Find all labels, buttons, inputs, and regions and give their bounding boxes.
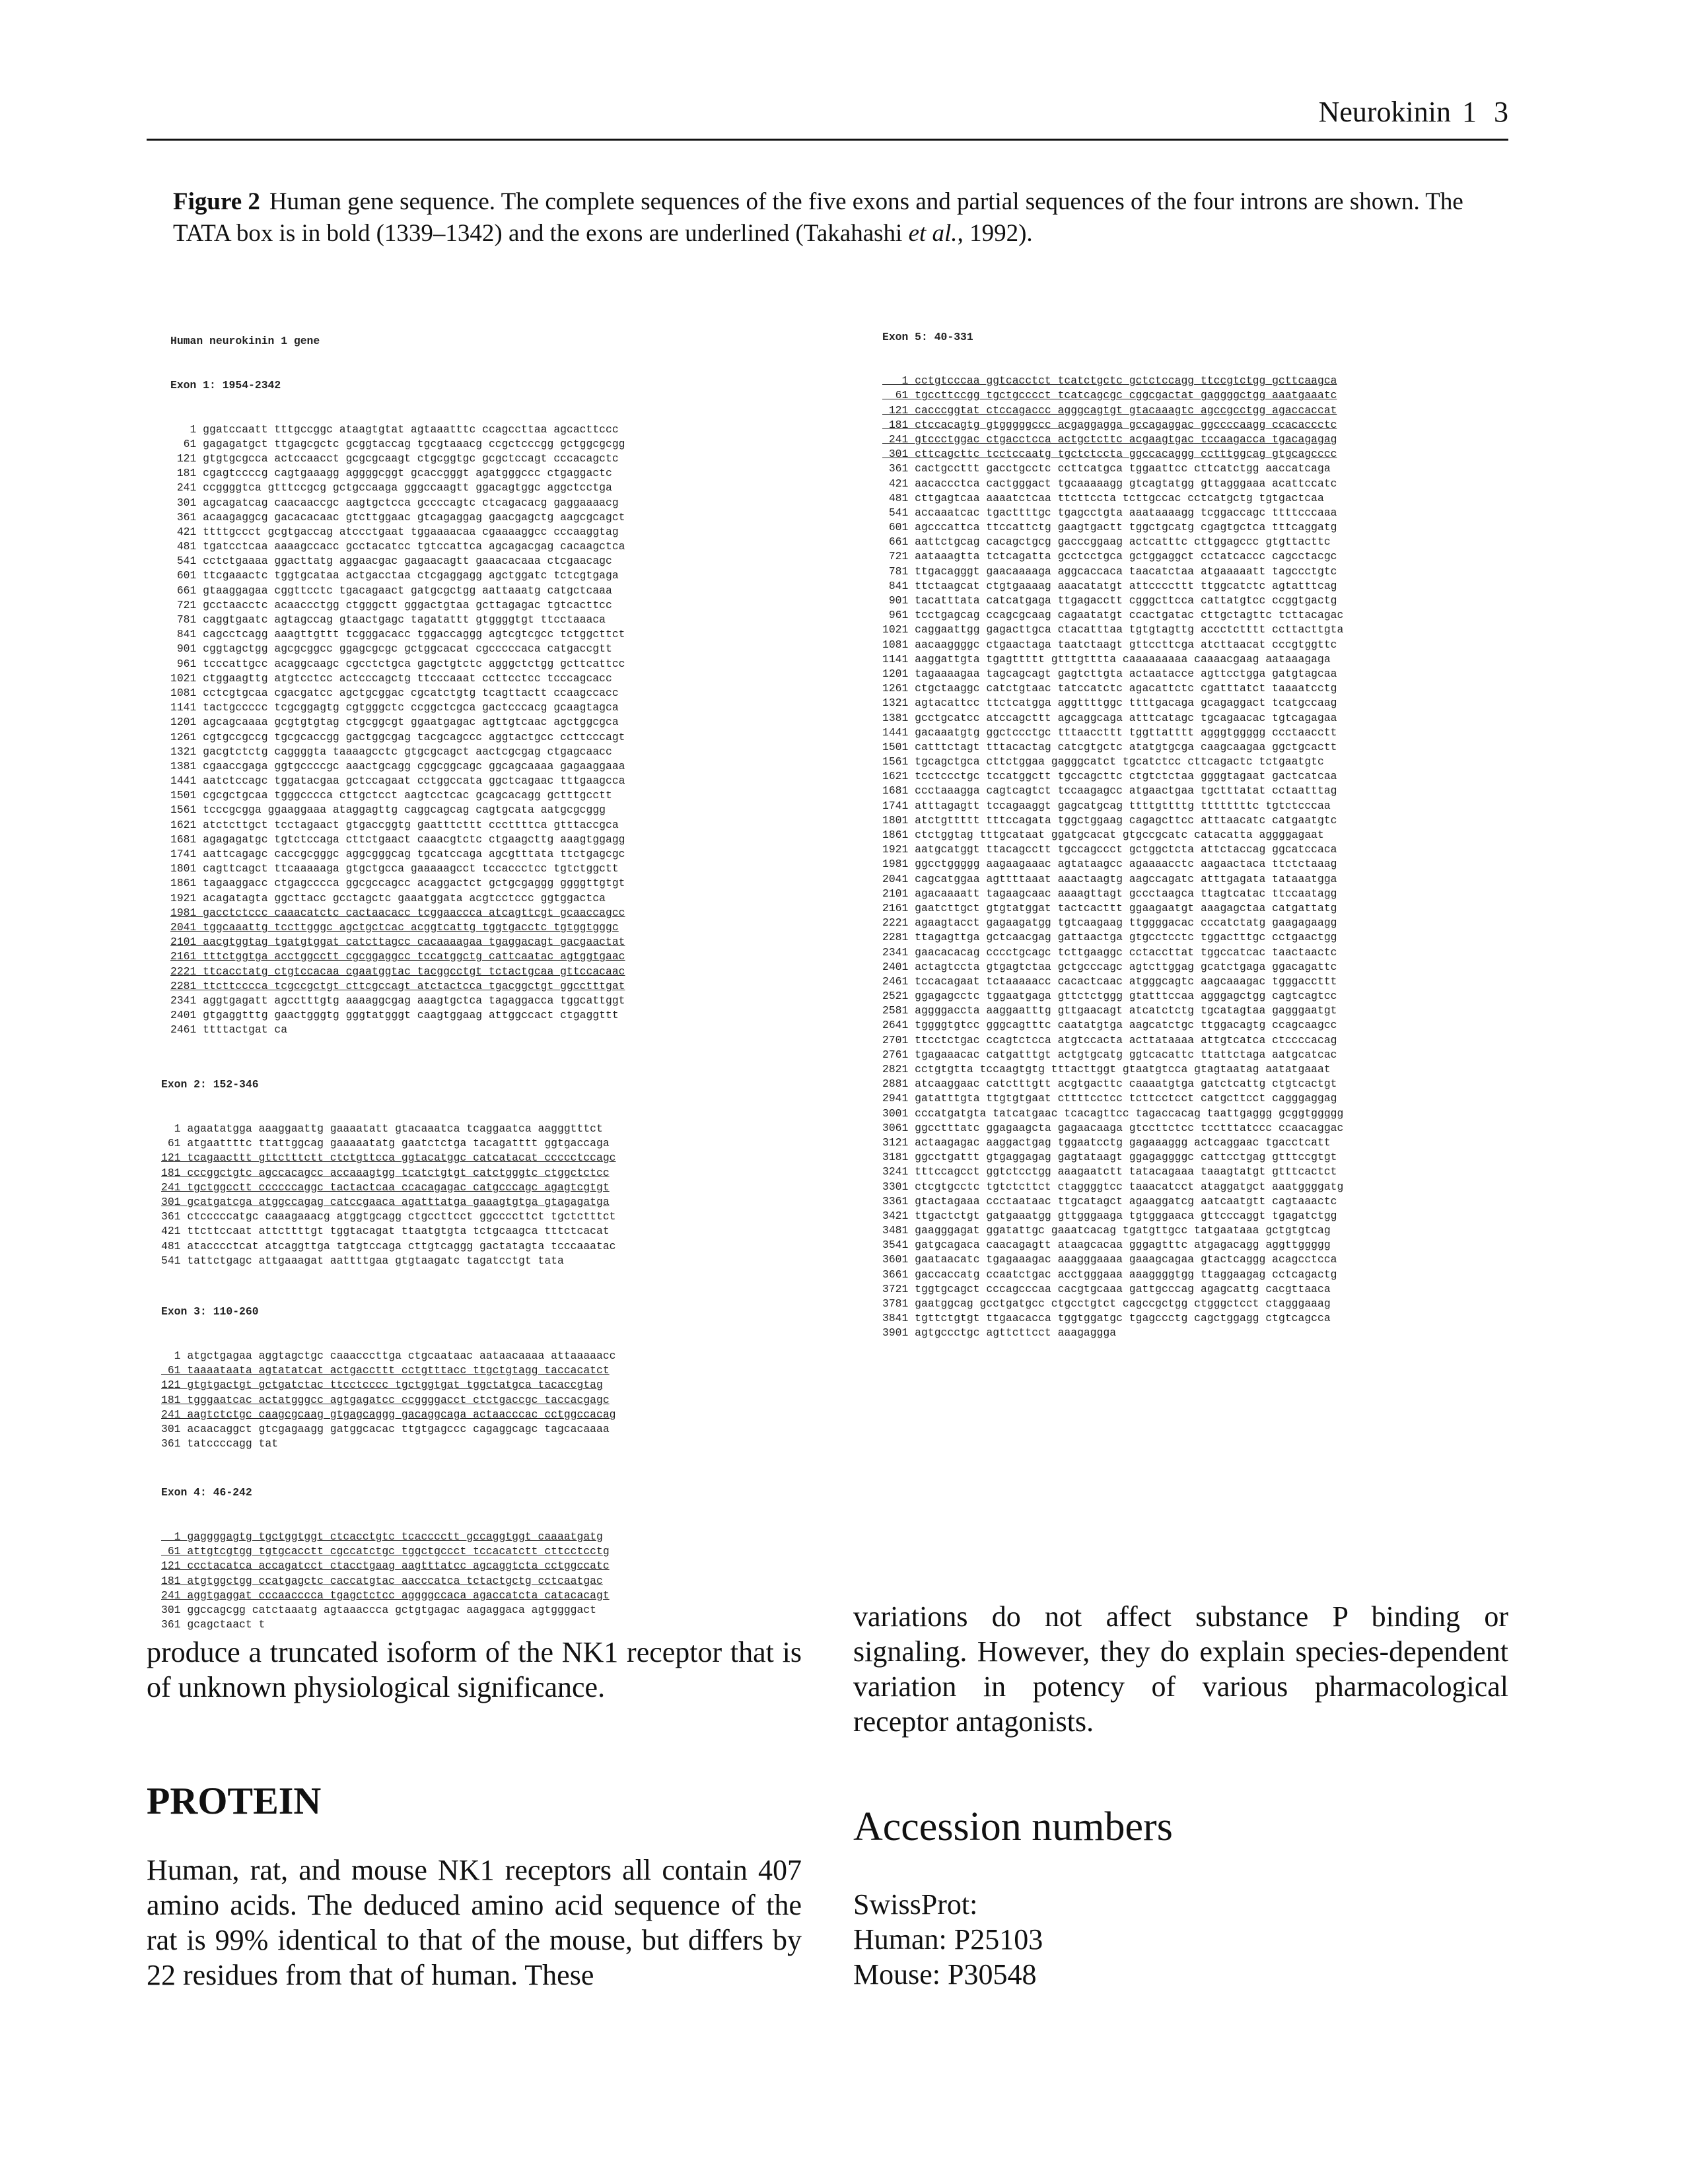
sequence-line: 3541 gatgcagaca caacagagtt ataagcacaa gggagtttc atgagacagg aggttggggg: [882, 1239, 1331, 1252]
exon3-sequence-block: [161, 1276, 616, 1481]
sequence-line: 2701 ttcctctgac ccagtctcca atgtccacta acttataaaa attgtcatca ctccccacag: [882, 1033, 1337, 1046]
sequence-line: 1801 cagttcagct ttcaaaaaga gtgctgcca gaaaaagcct tccaccctcc tgtctggctt: [170, 862, 619, 875]
header-rule: [147, 139, 1508, 141]
sequence-line: 121 gtgtgcgcca actccaacct gcgcgcaagt ctgcggtgc gcgctccagt cccacagctc: [170, 452, 619, 465]
accession-line: Mouse: P30548: [853, 1958, 1037, 1991]
sequence-line: 121 cacccggtat ctccagaccc agggcagtgt gtacaaagtc agccgcctgg agaccaccat: [882, 403, 1337, 417]
sequence-line: 2101 aacgtggtag tgatgtggat catcttagcc cacaaaagaa tgaggacagt gacgaactat: [170, 936, 625, 949]
exon2-title: Exon 2: 152-346: [161, 1078, 259, 1091]
page-number: 3: [1494, 96, 1508, 128]
sequence-line: 3241 tttccagcct ggtctcctgg aaagaatctt tatacagaaa taaagtatgt gtttcactct: [882, 1165, 1337, 1178]
sequence-line: 541 tattctgagc attgaaagat aattttgaa gtgtaagatc tagatcctgt tata: [161, 1254, 564, 1267]
exon4-title: Exon 4: 46-242: [161, 1486, 252, 1499]
sequence-line: 841 cagcctcagg aaagttgttt tcgggacacc tggaccaggg agtcgtcgcc tctggcttct: [170, 628, 625, 641]
sequence-line: 3601 gaataacatc tgagaaagac aaagggaaaa gaaagcagaa gtactcaggg acagcctcca: [882, 1253, 1337, 1266]
sequence-line: 2401 gtgaggtttg gaactgggtg gggtatgggt caagtggaag attggccact ctgaggttt: [170, 1009, 619, 1022]
sequence-line: 1681 ccctaaagga cagtcagtct tccaagagcc atgaactgaa tgctttatat cctaatttag: [882, 784, 1337, 798]
sequence-line: 3301 ctcgtgcctc tgtctcttct ctaggggtcc taaacatcct ataggatgct aaatggggatg: [882, 1180, 1344, 1193]
sequence-line: 1 gaggggagtg tgctggtggt ctcacctgtc tcacccctt gccaggtggt caaaatgatg: [161, 1530, 603, 1543]
sequence-line: 1861 ctctggtag tttgcataat ggatgcacat gtgccgcatc catacatta aggggagaat: [882, 829, 1324, 841]
sequence-line: 781 caggtgaatc agtagccag gtaactgagc tagatattt gtggggtgt ttcctaaaca: [170, 613, 606, 627]
sequence-line: 1681 agagagatgc tgtctccaga cttctgaact caaacgtctc ctgaagcttg aaagtggagg: [170, 833, 625, 846]
sequence-line: 2341 aggtgagatt agcctttgtg aaaaggcgag aaagtgctca tagaggacca tggcattggt: [170, 994, 625, 1007]
sequence-line: 3361 gtactagaaa ccctaataac ttgcatagct agaaggatcg aatcaatgtt cagtaaactc: [882, 1194, 1337, 1208]
sequence-line: 1921 acagatagta ggcttacc gcctagctc gaaatggata acgtcctccc ggtggactca: [170, 891, 606, 904]
sequence-line: 1741 atttagagtt tccagaaggt gagcatgcag ttttgttttg ttttttttc tgtctcccaa: [882, 799, 1331, 812]
sequence-line: 3421 ttgactctgt gatgaaatgg gttgggaaga tgtgggaaca gttcccaggt tgagatctgg: [882, 1209, 1337, 1222]
sequence-line: 3721 tggtgcagct cccagcccaa cacgtgcaaa gattgcccag agagcattg cacgttaaca: [882, 1282, 1331, 1295]
sequence-line: 361 ctcccccatgc caaagaaacg atggtgcagg ctgccttcct ggccccttct tgctctttct: [161, 1210, 616, 1223]
sequence-line: 1141 tactgccccc tcgcggagtg cgtgggctc ccggctcgca gactcccacg gcaagtagca: [170, 701, 619, 714]
exon1-lines: [170, 423, 625, 1038]
sequence-line: 841 ttctaagcat ctgtgaaaag aaacatatgt attccccttt ttggcatctc agtatttcag: [882, 579, 1337, 592]
exon5-title: Exon 5: 40-331: [882, 331, 973, 343]
sequence-line: 721 aataaagtta tctcagatta gcctcctgca gctggaggct cctatcaccc cagcctacgc: [882, 550, 1337, 563]
sequence-line: 301 ggccagcgg catctaaatg agtaaaccca gctgtgagac aagaggaca agtggggact: [161, 1603, 597, 1616]
sequence-line: 2761 tgagaaacac catgatttgt actgtgcatg ggtcacattc ttattctaga aatgcatcac: [882, 1048, 1337, 1061]
sequence-line: 2041 tggcaaattg tccttgggc agctgctcac acggtcattg tggtgacctc tgtggtgggc: [170, 920, 619, 934]
sequence-line: 1261 ctgctaaggc catctgtaac tatccatctc agacattctc cgatttatct taaaatcctg: [882, 682, 1337, 695]
sequence-line: 1081 cctcgtgcaa cgacgatcc agctgcggac cgcatctgtg tcagttactt ccaagccacc: [170, 686, 619, 699]
exon1-sequence-block: [170, 305, 625, 1067]
running-head: [147, 94, 1508, 131]
sequence-line: 241 tgctggcctt ccccccaggc tactactcaa ccacagagac catgcccagc agagtcgtgt: [161, 1180, 610, 1194]
sequence-line: 721 gcctaacctc acaaccctgg ctgggctt gggactgtaa gcttagagac tgtcacttcc: [170, 598, 612, 611]
sequence-line: 181 ctccacagtg gtgggggccc acgaggagga gccagaggac ggccccaagg ccacaccctc: [882, 418, 1337, 431]
sequence-line: 301 cttcagcttc tcctccaatg tgctctccta ggccacaggg cctttggcag gtgcagcccc: [882, 448, 1337, 461]
sequence-line: 2281 ttcttcccca tcgccgctgt cttcgccagt atctactcca tgacggctgt ggcctttgat: [170, 979, 625, 992]
sequence-line: 1501 cgcgctgcaa tgggcccca cttgctcct aagtcctcac gcagcacagg gctttgcctt: [170, 789, 612, 802]
figure-caption-text: Human gene sequence. The complete sequences of the five exons and partial sequences of the four introns are shown. The TATA box is in bold (1339–1342) and the exons are underlined (Takahashi: [173, 188, 1463, 247]
accession-line: SwissProt:: [853, 1888, 978, 1921]
sequence-line: 3661 gaccaccatg ccaatctgac acctgggaaa aaaggggtgg ttaggaagag cctcagactg: [882, 1268, 1337, 1281]
running-head-title: Neurokinin 1: [1318, 96, 1477, 128]
sequence-line: 1381 gcctgcatcc atccagcttt agcaggcaga atttcatagc tgcagaacac tgtcagagaa: [882, 711, 1337, 724]
sequence-line: 481 atacccctcat atcaggttga tatgtccaga cttgtcaggg gactatagta tcccaaatac: [161, 1239, 616, 1252]
sequence-line: 1861 tagaaggacc ctgagcccca ggcgccagcc acaggactct gctgcgaggg ggggttgtgt: [170, 877, 625, 890]
sequence-line: 1381 cgaaccgaga ggtgccccgc aaactgcagg cggcggcagc ggcagcaaaa gagaaggaaa: [170, 759, 625, 772]
sequence-line: 3901 agtgccctgc agttcttcct aaagaggga: [882, 1326, 1117, 1340]
sequence-line: 2041 cagcatggaa agttttaaat aaactaagtg aagccagatc atttgagata tataaatgga: [882, 872, 1337, 885]
sequence-line: 181 cccggctgtc agccacagcc accaaagtgg tcatctgtgt catctgggtc ctggctctcc: [161, 1166, 610, 1179]
accession-list: [853, 1887, 1043, 1992]
sequence-line: 61 taaaataata agtatatcat actgaccttt cctgtttacc ttgctgtagg taccacatct: [161, 1364, 610, 1377]
sequence-line: 1 cctgtcccaa ggtcacctct tcatctgctc gctctccagg ttccgtctgg gcttcaagca: [882, 374, 1337, 388]
sequence-line: 2821 cctgtgtta tccaagtgtg tttacttggt gtaatgtcca gtagtaatag aatatgaaat: [882, 1063, 1331, 1075]
sequence-line: 901 tacatttata catcatgaga ttgagacctt cgggcttcca cattatgtcc ccggtgactg: [882, 594, 1337, 607]
gene-title: Human neurokinin 1 gene: [170, 335, 320, 348]
exon2-lines: [161, 1122, 616, 1268]
protein-paragraph: Human, rat, and mouse NK1 receptors all contain 407 amino acids. The deduced amino acid sequence of the rat is 99% identical to that of the mouse, but differs by 22 residues from that of human. These: [147, 1854, 802, 1991]
figure-label: Figure 2: [173, 188, 260, 215]
sequence-line: 2101 agacaaaatt tagaagcaac aaaagttagt gccctaagca ttagtcatac ttccaatagg: [882, 887, 1337, 900]
sequence-line: 1441 gacaaatgtg ggctccctgc tttaaccttt tggttatttt agggtggggg ccctaacctt: [882, 726, 1337, 739]
sequence-line: 2161 gaatcttgct gtgtatggat tactcacttt ggaagaatgt aaagagctaa catgattatg: [882, 901, 1337, 914]
sequence-line: 1201 tagaaaagaa tagcagcagt gagtcttgta actaatacce agttcctgga gatgtagcaa: [882, 667, 1337, 680]
sequence-line: 2161 tttctggtga acctggcctt cgcggaggcc tccatggctg cattcaatac agtggtgaac: [170, 950, 625, 963]
sequence-line: 121 tcagaacttt gttctttctt ctctgttcca ggtacatggc catcatacat ccccctccagc: [161, 1151, 616, 1165]
sequence-line: 601 agcccattca ttccattctg gaagtgactt tggctgcatg cgagtgctca tttcaggatg: [882, 521, 1337, 534]
sequence-line: 2461 ttttactgat ca: [170, 1023, 288, 1037]
right-paragraph-continuation: variations do not affect substance P binding or signaling. However, they do explain species-dependent variation in potency of various pharmacological receptor antagonists.: [853, 1600, 1508, 1738]
sequence-line: 541 accaaatcac tgacttttgc tgagcctgta aaataaaagg tcggaccagc ttttcccaaa: [882, 506, 1337, 519]
exon5-lines: [882, 374, 1343, 1340]
sequence-line: 2221 ttcacctatg ctgtccacaa cgaatggtac tacggcctgt tctactgcaa gttccacaac: [170, 965, 625, 978]
sequence-line: 61 attgtcgtgg tgtgcacctt cgccatctgc tggctgccct tccacatctt cttcctcctg: [161, 1545, 610, 1558]
sequence-line: 181 cgagtccccg cagtgaaagg aggggcggt gcaccgggt agatgggccc ctgaggactc: [170, 467, 612, 480]
sequence-line: 1261 cgtgccgccg tgcgcaccgg gactggcgag tacgcagccc aggtactgcc ccttcccagt: [170, 730, 625, 743]
sequence-line: 1501 catttctagt tttacactag catcgtgctc atatgtgcga caagcaagaa ggctgcactt: [882, 740, 1337, 753]
sequence-line: 481 cttgagtcaa aaaatctcaa ttcttccta tcttgccac cctcatgctg tgtgactcaa: [882, 491, 1324, 504]
sequence-line: 1321 agtacattcc ttctcatgga aggttttggc ttttgacaga gcagaggact tcatgccaag: [882, 697, 1337, 710]
sequence-line: 601 ttcgaaactc tggtgcataa actgacctaa ctcgaggagg agctggatc tctcgtgaga: [170, 569, 619, 582]
sequence-line: 2521 ggagagcctc tggaatgaga gttctctggg gtatttccaa agggagctgg cagtcagtcc: [882, 990, 1337, 1003]
sequence-line: 1321 gacgtctctg caggggta taaaagcctc gtgcgcagct aactcgcgag ctgagcaacc: [170, 745, 612, 758]
sequence-line: 961 tcctgagcag ccagcgcaag cagaatatgt ccactgatac cttgctagttc tcttacagac: [882, 609, 1344, 622]
sequence-line: 1 ggatccaatt tttgccggc ataagtgtat agtaaatttc ccagccttaa agcacttccc: [170, 423, 619, 436]
sequence-line: 1621 atctcttgct tcctagaact gtgaccggtg gaatttcttt cccttttca gtttaccgca: [170, 818, 619, 831]
sequence-line: 1 atgctgagaa aggtagctgc caaacccttga ctgcaataac aataacaaaa attaaaaacc: [161, 1349, 616, 1362]
sequence-line: 3061 ggcctttatc ggagaagcta gagaacaaga gtccttctcc tcctttatccc ccaacaggac: [882, 1121, 1344, 1134]
figure-caption: [173, 186, 1500, 250]
sequence-line: 2341 gaacacacag cccctgcagc tcttgaaggc cctaccttat tggccatcac taactaactc: [882, 945, 1337, 959]
sequence-line: 301 agcagatcag caacaaccgc aagtgctcca gccccagtc ctcagacacg gaggaaaacg: [170, 496, 619, 509]
exon2-sequence-block: [161, 1048, 616, 1297]
sequence-line: 2461 tccacagaat tctaaaaacc cacactcaac atgggcagtc aagcaaagac tgggaccttt: [882, 974, 1337, 988]
sequence-line: 1741 aattcagagc caccgcgggc aggcgggcag tgcatccaga agcgtttata ttctgagcgc: [170, 848, 625, 861]
sequence-line: 1141 aaggattgta tgagttttt gtttgtttta caaaaaaaaa caaaacgaag aataaagaga: [882, 652, 1331, 665]
sequence-line: 421 aacaccctca cactgggact tgcaaaaagg gtcagtatgg gttagggaaa acattccatc: [882, 477, 1337, 490]
sequence-line: 241 aggtgaggat cccaacccca tgagctctcc aggggccaca agaccatcta catacacagt: [161, 1588, 610, 1602]
sequence-line: 3121 actaagagac aaggactgag tggaatcctg gagaaaggg actcaggaac tgacctcatt: [882, 1136, 1331, 1149]
accession-heading: Accession numbers: [853, 1804, 1173, 1849]
sequence-line: 301 gcatgatcga atggccagag catccgaaca agatttatga gaaagtgtga gtagagatga: [161, 1195, 610, 1208]
sequence-line: 1561 tgcagctgca cttctggaa gagggcatct tgcatctcc cttcagactc tctgaatgtc: [882, 755, 1324, 768]
figure-caption-end: , 1992).: [957, 220, 1033, 247]
sequence-line: 241 ccggggtca gtttccgcg gctgccaaga gggccaagtt ggacagtggc aggctcctga: [170, 481, 612, 495]
figure-caption-etal: et al.: [908, 220, 958, 247]
sequence-line: 361 gcagctaact t: [161, 1618, 265, 1631]
sequence-line: 181 tgggaatcac actatgggcc agtgagatcc ccggggacct ctctgaccgc taccacgagc: [161, 1393, 610, 1406]
sequence-line: 1441 aatctccagc tggatacgaa gctccagaat cctggccata ggctcagaac tttgaagcca: [170, 774, 625, 788]
sequence-line: 481 tgatcctcaa aaaagccacc gcctacatcc tgtccattca agcagacgag cacaagctca: [170, 540, 625, 553]
sequence-line: 1621 tcctccctgc tccatggctt tgccagcttc ctgtctctaa ggggtagaat gactcatcaa: [882, 770, 1337, 783]
exon3-lines: [161, 1349, 616, 1451]
sequence-line: 181 atgtggctgg ccatgagctc caccatgtac aacccatca tctactgctg cctcaatgac: [161, 1574, 603, 1587]
sequence-line: 1021 caggaattgg gagacttgca ctacatttaa tgtgtagttg accctctttt ccttacttgta: [882, 623, 1344, 636]
sequence-line: 1201 agcagcaaaa gcgtgtgtag ctgcggcgt ggaatgagac agttgtcaac agctggcgca: [170, 716, 619, 729]
sequence-line: 61 gagagatgct ttgagcgctc gcggtaccag tgcgtaaacg ccgctcccgg gctggcgcgg: [170, 437, 625, 450]
sequence-line: 3841 tgttctgtgt ttgaacacca tggtggatgc tgagccctg cagctggagg ctgtcagcca: [882, 1312, 1331, 1325]
sequence-line: 1 agaatatgga aaaggaattg gaaaatatt gtacaaatca tcaggaatca aagggtttct: [161, 1122, 603, 1135]
sequence-line: 3481 gaagggagat ggatattgc gaaatcacag tgatgttgcc tatgaataaa gctgtgtcag: [882, 1224, 1331, 1237]
sequence-line: 2581 aggggaccta aaggaatttg gttgaacagt atcatctctg tgcatagtaa gagggaatgt: [882, 1004, 1337, 1017]
sequence-line: 361 acaagaggcg gacacacaac gtcttggaac gtcagaggag gaacgagctg aagcgcagct: [170, 510, 625, 524]
sequence-line: 3181 ggcctgattt gtgaggagag gagtataagt ggagaggggc cattcctgag gtttccgtgt: [882, 1151, 1337, 1164]
sequence-line: 421 ttttgccct gcgtgaccag atccctgaat tggaaaacaa cgaaaaggcc cccaaggtag: [170, 525, 619, 538]
sequence-line: 2221 agaagtacct gagaagatgg tgtcaagaag ttggggacac cccatctatg gaagagaagg: [882, 916, 1337, 930]
sequence-line: 1561 tcccgcgga ggaaggaaa ataggagttg caggcagcag cagtgcata aatgcgcggg: [170, 803, 606, 817]
exon3-title: Exon 3: 110-260: [161, 1305, 259, 1318]
protein-heading: PROTEIN: [147, 1779, 322, 1822]
sequence-line: 1801 atctgttttt tttccagata tggctggaag cagagcttcc atttaacatc catgaatgtc: [882, 813, 1337, 827]
sequence-line: 1081 aacaaggggc ctgaactaga taatctaagt gttccttcga atcttaacat cccgtggttc: [882, 638, 1337, 651]
sequence-line: 241 aagtctctgc caagcgcaag gtgagcaggg gacaggcaga actaacccac cctggccacag: [161, 1408, 616, 1421]
sequence-line: 1981 gacctctccc caaacatctc cactaacacc tcggaaccca atcagttcgt gcaaccagcc: [170, 906, 625, 919]
accession-line: Human: P25103: [853, 1923, 1043, 1956]
sequence-line: 2281 ttagagttga gctcaacgag gattaactga gtgcctcctc tggactttgc cctgaactgg: [882, 931, 1337, 944]
sequence-line: 361 cactgccttt gacctgcctc ccttcatgca tggaattcc cttcatctgg aaccatcaga: [882, 462, 1331, 475]
sequence-line: 2941 gatatttgta ttgtgtgaat cttttcctcc tcttcctcct catgcttcct cagggaggag: [882, 1092, 1337, 1105]
sequence-line: 421 ttcttccaat attcttttgt tggtacagat ttaatgtgta tctgcaagca tttctcacat: [161, 1225, 610, 1238]
exon4-lines: [161, 1530, 610, 1632]
exon4-sequence-block: [161, 1456, 610, 1662]
sequence-line: 961 tcccattgcc acaggcaagc cgcctctgca gagctgtctc agggctctgg gcttcattcc: [170, 657, 625, 670]
sequence-line: 121 gtgtgactgt gctgatctac ttcctcccc tgctggtgat tggctatgca tacaccgtag: [161, 1379, 603, 1392]
sequence-line: 121 ccctacatca accagatcct ctacctgaag aagtttatcc agcaggtcta cctggccatc: [161, 1559, 610, 1573]
sequence-line: 2641 tggggtgtcc gggcagtttc caatatgtga aagcatctgc ttggacagtg ccagcaagcc: [882, 1019, 1337, 1032]
sequence-line: 301 acaacaggct gtcgagaagg gatggcacac ttgtgagccc cagaggcagc tagcacaaaa: [161, 1422, 610, 1435]
sequence-line: 241 gtccctggac ctgacctcca actgctcttc acgaagtgac tccaagacca tgacagagag: [882, 432, 1337, 446]
exon1-title: Exon 1: 1954-2342: [170, 379, 281, 392]
sequence-line: 661 gtaaggagaa cggttcctc tgacagaact gatgcgctgg aattaaatg catgctcaaa: [170, 584, 612, 597]
sequence-line: 61 atgaattttc ttattggcag gaaaaatatg gaatctctga tacagatttt ggtgaccaga: [161, 1137, 610, 1150]
sequence-line: 541 cctctgaaaa ggacttatg aggaacgac gagaacagtt gaaacacaaa ctcgaacagc: [170, 555, 612, 568]
sequence-line: 61 tgccttccgg tgctgcccct tcatcagcgc cggcgactat gaggggctgg aaatgaaatc: [882, 389, 1337, 402]
sequence-line: 901 cggtagctgg agcgcggcc ggagcgcgc gctggcacat cgcccccaca catgaccgtt: [170, 642, 612, 656]
sequence-line: 661 aattctgcag cacagctgcg gacccggaag actcatttc cttggagccc gtgttacttc: [882, 535, 1331, 549]
sequence-line: 2881 atcaaggaac catctttgtt acgtgacttc caaaatgtga gatctcattg ctgtcactgt: [882, 1077, 1337, 1091]
sequence-line: 3781 gaatggcag gcctgatgcc ctgcctgtct cagccgctgg ctgggctcct ctagggaaag: [882, 1297, 1331, 1310]
left-paragraph-continuation: produce a truncated isoform of the NK1 receptor that is of unknown physiological significance.: [147, 1636, 802, 1703]
exon5-sequence-block: [882, 301, 1343, 1370]
sequence-line: 781 ttgacagggt gaacaaaaga aggcaccaca taacatctaa atgaaaaatt tagccctgtc: [882, 564, 1337, 578]
sequence-line: 1981 ggcctggggg aagaagaaac agtataagcc agaaaacctc aagaactaca ttctctaaag: [882, 858, 1337, 871]
sequence-line: 2401 actagtccta gtgagtctaa gctgcccagc agtcttggag gcatctgaga ggacagattc: [882, 960, 1337, 973]
sequence-line: 361 tatccccagg tat: [161, 1437, 279, 1450]
sequence-line: 1021 ctggaagttg atgtcctcc actcccagctg ttcccaaat ccttcctcc tcccagcacc: [170, 671, 612, 685]
sequence-line: 1921 aatgcatggt ttacagcctt tgccagccct gctggctcta attctaccag ggcatccaca: [882, 843, 1337, 856]
sequence-line: 3001 cccatgatgta tatcatgaac tcacagttcc tagaccacag taattgaggg gcggtggggg: [882, 1107, 1344, 1120]
